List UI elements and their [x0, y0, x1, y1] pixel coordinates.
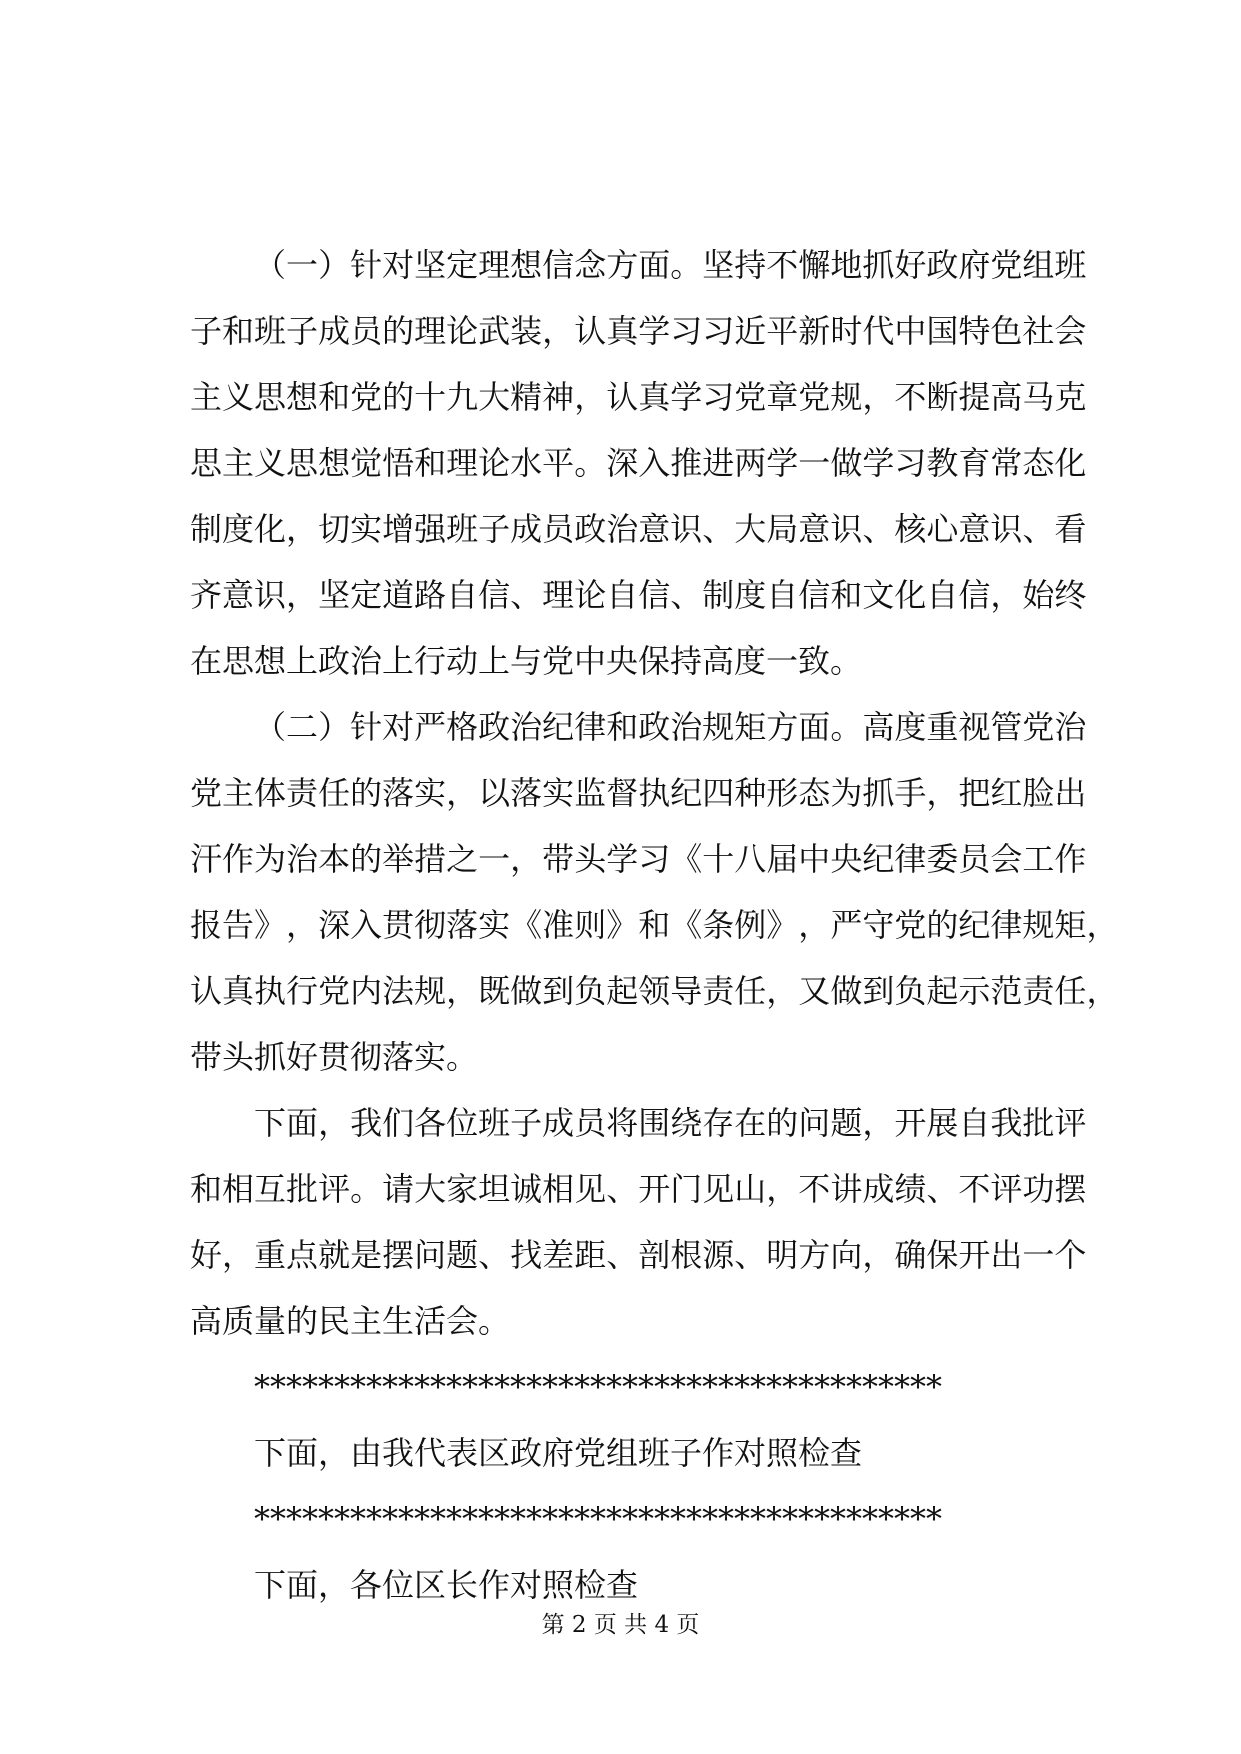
text-line: 报 告 》 ， 深 入 贯 彻 落 实 《 准 则 》 和 《 条 例 》 ， 严 守 党 的 纪 律 规 矩 ， — [190, 906, 1119, 944]
text-line: ******************************************* — [190, 1500, 943, 1538]
text-line: 认 真 执 行 党 内 法 规 ， 既 做 到 负 起 领 导 责 任 ， 又 做 到 负 起 示 范 责 任 ， — [190, 972, 1119, 1010]
text-line: 高质量的民主生活会。 — [190, 1302, 511, 1340]
text-line: 下面，各位区长作对照检查 — [190, 1566, 639, 1604]
text-line: 汗 作 为 治 本 的 举 措 之 一 ， 带 头 学 习 《 十 八 届 中 央 纪 律 委 员 会 工 作 — [190, 840, 1087, 878]
text-line: 制 度 化 ， 切 实 增 强 班 子 成 员 政 治 意 识 、 大 局 意 识 、 核 心 意 识 、 看 — [190, 510, 1087, 548]
text-line: 党 主 体 责 任 的 落 实 ， 以 落 实 监 督 执 纪 四 种 形 态 为 抓 手 ， 把 红 脸 出 — [190, 774, 1087, 812]
text-line: 好 ， 重 点 就 是 摆 问 题 、 找 差 距 、 剖 根 源 、 明 方 向 ， 确 保 开 出 一 个 — [190, 1236, 1087, 1274]
text-line: ******************************************* — [190, 1368, 943, 1406]
text-line: 思 主 义 思 想 觉 悟 和 理 论 水 平 。 深 入 推 进 两 学 一 做 学 习 教 育 常 态 化 — [190, 444, 1087, 482]
text-line: （ 二 ） 针 对 严 格 政 治 纪 律 和 政 治 规 矩 方 面 。 高 度 重 视 管 党 治 — [254, 708, 1087, 746]
text-line: 在思想上政治上行动上与党中央保持高度一致。 — [190, 642, 863, 680]
text-line: 主 义 思 想 和 党 的 十 九 大 精 神 ， 认 真 学 习 党 章 党 规 ， 不 断 提 高 马 克 — [190, 378, 1087, 416]
page-number-footer: 第 2 页 共 4 页 — [541, 1612, 700, 1638]
text-line: （ 一 ） 针 对 坚 定 理 想 信 念 方 面 。 坚 持 不 懈 地 抓 好 政 府 党 组 班 — [254, 246, 1087, 284]
text-line: 下 面 ， 我 们 各 位 班 子 成 员 将 围 绕 存 在 的 问 题 ， 开 展 自 我 批 评 — [254, 1104, 1087, 1142]
text-line: 带头抓好贯彻落实。 — [190, 1038, 479, 1076]
text-line: 和 相 互 批 评 。 请 大 家 坦 诚 相 见 、 开 门 见 山 ， 不 讲 成 绩 、 不 评 功 摆 — [190, 1170, 1087, 1208]
text-line: 下面，由我代表区政府党组班子作对照检查 — [190, 1434, 863, 1472]
text-line: 子 和 班 子 成 员 的 理 论 武 装 ， 认 真 学 习 习 近 平 新 时 代 中 国 特 色 社 会 — [190, 312, 1087, 350]
body-text — [190, 232, 1119, 1618]
text-line: 齐 意 识 ， 坚 定 道 路 自 信 、 理 论 自 信 、 制 度 自 信 和 文 化 自 信 ， 始 终 — [190, 576, 1087, 614]
